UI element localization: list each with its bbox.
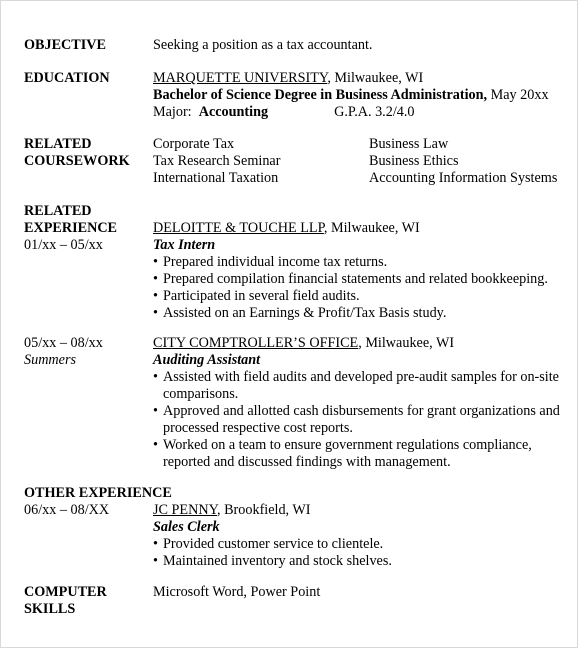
bullet-line: • Worked on a team to ensure government regulations compliance, xyxy=(163,437,532,453)
job-bullet: • Participated in several field audits. xyxy=(153,288,573,305)
coursework-heading-2: COURSEWORK xyxy=(24,153,130,169)
skills-heading-1: COMPUTER xyxy=(24,584,107,600)
experience-section xyxy=(24,203,573,322)
degree-date: May 20xx xyxy=(487,87,549,103)
course-item: Corporate Tax xyxy=(153,136,235,152)
job-bullets xyxy=(153,369,573,471)
major-value: Accounting xyxy=(198,104,269,120)
coursework-section xyxy=(24,136,573,187)
education-major-line xyxy=(153,104,573,121)
job-bullet: • Assisted on an Earnings & Profit/Tax Basis study. xyxy=(153,305,573,322)
course-item: Business Ethics xyxy=(369,153,459,169)
job-title: Tax Intern xyxy=(153,237,216,253)
skills-heading-2: SKILLS xyxy=(24,601,76,617)
job-bullet: • Provided customer service to clientele. xyxy=(153,536,573,553)
job-bullet xyxy=(153,403,573,437)
skills-text: Microsoft Word, Power Point xyxy=(153,584,321,600)
job-bullet: • Prepared compilation financial statements and related bookkeeping. xyxy=(153,271,573,288)
experience-heading-2: EXPERIENCE xyxy=(24,220,118,236)
computer-skills-section xyxy=(24,584,573,618)
job-location: , Milwaukee, WI xyxy=(358,335,455,351)
job-dates: 01/xx – 05/xx xyxy=(24,237,103,253)
degree-name: Bachelor of Science Degree in Business Administration, xyxy=(153,87,488,103)
objective-section xyxy=(24,37,573,54)
objective-heading: OBJECTIVE xyxy=(24,37,106,53)
job-employer: CITY COMPTROLLER’S OFFICE xyxy=(153,335,359,351)
job-bullet: • Maintained inventory and stock shelves. xyxy=(153,553,573,570)
job-location: , Milwaukee, WI xyxy=(323,220,420,236)
bullet-line: comparisons. xyxy=(163,386,239,402)
school-name: MARQUETTE UNIVERSITY xyxy=(153,70,328,86)
job-bullet xyxy=(153,437,573,471)
bullet-line: processed respective cost reports. xyxy=(163,420,353,436)
job-employer: JC PENNY xyxy=(153,502,217,518)
job-location: , Brookfield, WI xyxy=(217,502,311,518)
job-employer-line xyxy=(153,220,573,237)
job-note: Summers xyxy=(24,352,77,368)
bullet-line: • Approved and allotted cash disbursements for grant organizations and xyxy=(163,403,560,419)
job-title: Auditing Assistant xyxy=(153,352,261,368)
job-bullets xyxy=(153,536,573,570)
major-label: Major: xyxy=(153,104,192,120)
job-dates: 05/xx – 08/xx xyxy=(24,335,103,351)
job-bullets xyxy=(153,254,573,322)
education-heading: EDUCATION xyxy=(24,70,110,86)
job-comptroller xyxy=(24,335,573,471)
job-employer-line xyxy=(153,502,573,519)
job-employer: DELOITTE & TOUCHE LLP xyxy=(153,220,324,236)
objective-text: Seeking a position as a tax accountant. xyxy=(153,37,373,53)
education-section xyxy=(24,70,573,121)
coursework-heading-1: RELATED xyxy=(24,136,92,152)
job-bullet: • Prepared individual income tax returns. xyxy=(153,254,573,271)
course-item: International Taxation xyxy=(153,170,279,186)
bullet-line: reported and discussed findings with management. xyxy=(163,454,451,470)
course-item: Accounting Information Systems xyxy=(369,170,558,186)
experience-heading-1: RELATED xyxy=(24,203,92,219)
education-school-line xyxy=(153,70,573,87)
other-experience-section xyxy=(24,485,573,570)
job-dates: 06/xx – 08/XX xyxy=(24,502,110,518)
school-location: , Milwaukee, WI xyxy=(327,70,424,86)
education-degree-line xyxy=(153,87,573,104)
job-title: Sales Clerk xyxy=(153,519,220,535)
job-bullet xyxy=(153,369,573,403)
gpa: G.P.A. 3.2/4.0 xyxy=(334,104,415,120)
bullet-line: • Assisted with field audits and developed pre-audit samples for on-site xyxy=(163,369,559,385)
job-employer-line xyxy=(153,335,573,352)
other-experience-heading: OTHER EXPERIENCE xyxy=(24,485,172,501)
course-item: Tax Research Seminar xyxy=(153,153,281,169)
course-item: Business Law xyxy=(369,136,449,152)
